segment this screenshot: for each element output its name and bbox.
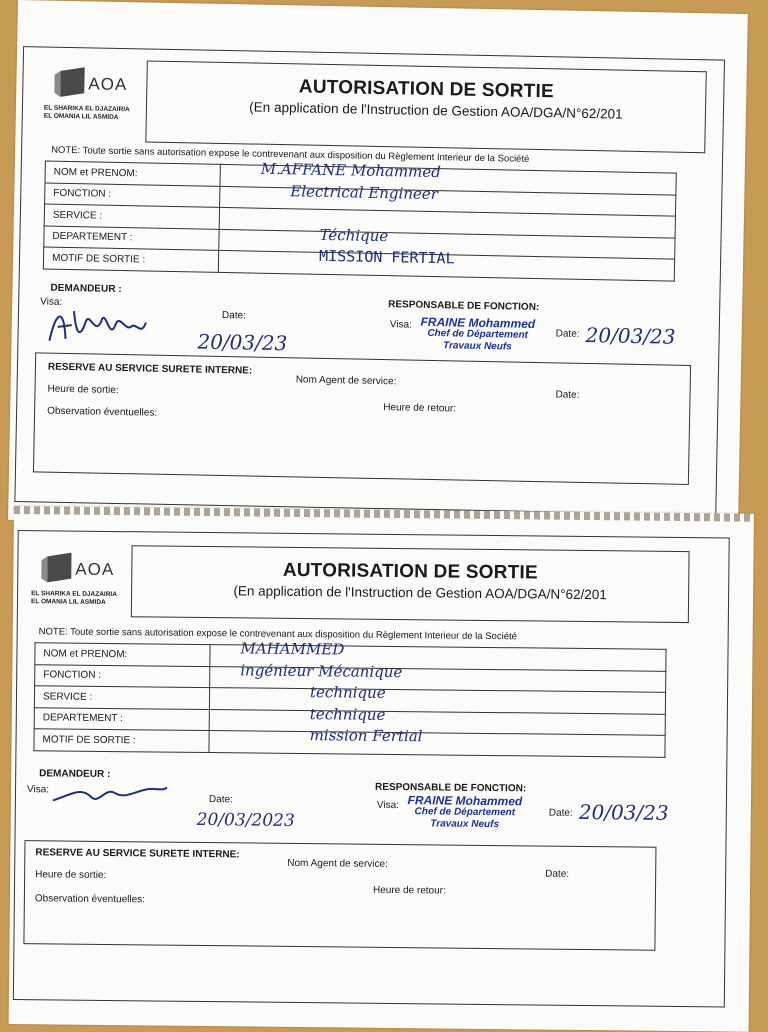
- form-subtitle: (En application de l'Instruction de Gestion AOA/DGA/N°62/201: [249, 99, 623, 122]
- logo-name: AOA: [88, 74, 128, 95]
- field-value: MAHAMMED: [240, 639, 345, 659]
- demandeur-date-label: Date:: [208, 794, 233, 806]
- title-box: [145, 60, 706, 153]
- responsable-visa-label: Visa:: [389, 319, 412, 331]
- responsable-label: RESPONSABLE DE FONCTION:: [375, 781, 527, 795]
- field-label: SERVICE :: [34, 686, 209, 709]
- demandeur-visa-label: Visa:: [26, 784, 50, 796]
- logo-subtitle: EL SHARIKA EL DJAZAIRIA EL OMANIA LIL ASMIDA: [30, 590, 117, 606]
- reserve-date-label: Date:: [555, 389, 580, 401]
- reason-field[interactable]: [209, 726, 665, 757]
- demandeur-visa-label: Visa:: [40, 296, 63, 308]
- responsable-date-label: Date:: [555, 328, 580, 340]
- field-label: NOM et PRENOM:: [35, 643, 210, 666]
- observation-label: Observation éventuelles:: [47, 405, 158, 419]
- field-label: NOM et PRENOM:: [45, 161, 220, 186]
- field-label: FONCTION :: [45, 183, 220, 208]
- form-note: NOTE: Toute sortie sans autorisation expose le contrevenant aux disposition du Règlement Interieur de la Société: [38, 626, 517, 643]
- employee-fields-table: [43, 161, 677, 282]
- demandeur-label: DEMANDEUR :: [50, 282, 122, 296]
- field-value: Téchique: [319, 225, 389, 245]
- field-value: M.AFFANE Mohammed: [260, 159, 442, 182]
- title-box: [131, 545, 690, 623]
- demandeur-date-value: 20/03/23: [197, 329, 288, 356]
- heure-retour-label: Heure de retour:: [372, 884, 446, 897]
- field-label: MOTIF DE SORTIE :: [34, 729, 209, 752]
- form-title: AUTORISATION DE SORTIE: [298, 76, 555, 103]
- responsable-label: RESPONSABLE DE FONCTION:: [388, 299, 540, 314]
- responsable-date-value: 20/03/23: [585, 322, 676, 349]
- reserve-label: RESERVE AU SERVICE SURETE INTERNE:: [47, 361, 253, 377]
- agent-label: Nom Agent de service:: [287, 857, 388, 870]
- logo-mark-icon: [41, 552, 73, 582]
- heure-sortie-label: Heure de sortie:: [47, 383, 119, 397]
- field-label: MOTIF DE SORTIE :: [43, 247, 218, 272]
- responsable-date-value: 20/03/23: [578, 799, 669, 825]
- logo-subtitle: EL SHARIKA EL DJAZAIRIA EL OMANIA LIL ASMIDA: [43, 104, 130, 121]
- employee-fields-table: [33, 639, 666, 757]
- logo-name: AOA: [75, 559, 115, 580]
- demandeur-date-value: 20/03/2023: [196, 809, 295, 831]
- field-value: Electrical Engineer: [290, 181, 439, 203]
- form-note: NOTE: Toute sortie sans autorisation expose le contrevenant aux disposition du Règlement Interieur de la Société: [51, 144, 530, 165]
- responsable-visa-label: Visa:: [376, 799, 400, 812]
- field-label: SERVICE :: [44, 204, 219, 229]
- heure-sortie-label: Heure de sortie:: [35, 869, 107, 881]
- field-value: ingénieur Mécanique: [240, 660, 403, 681]
- field-value: MISSION FERTIAL: [318, 246, 455, 268]
- demandeur-label: DEMANDEUR :: [39, 768, 111, 781]
- reserve-label: RESERVE AU SERVICE SURETE INTERNE:: [35, 847, 240, 861]
- demandeur-date-label: Date:: [221, 309, 246, 322]
- form-subtitle: (En application de l'Instruction de Gestion AOA/DGA/N°62/201: [233, 583, 607, 603]
- agent-label: Nom Agent de service:: [295, 374, 397, 388]
- demandeur-signature: [51, 780, 171, 811]
- responsable-stamp: FRAINE Mohammed Chef de Département Travaux Neufs: [407, 793, 523, 831]
- heure-retour-label: Heure de retour:: [383, 402, 457, 415]
- reserve-section-box: [33, 352, 691, 485]
- exit-authorization-form-1: [8, 0, 748, 534]
- responsable-stamp: FRAINE Mohammed Chef de Département Travaux Neufs: [420, 314, 536, 353]
- responsable-date-label: Date:: [548, 807, 573, 819]
- field-label: DEPARTEMENT :: [34, 707, 209, 730]
- form-title: AUTORISATION DE SORTIE: [282, 559, 538, 584]
- field-value: technique: [309, 704, 386, 724]
- exit-authorization-form-2: [9, 506, 754, 1032]
- field-label: FONCTION :: [35, 664, 210, 687]
- reserve-date-label: Date:: [545, 868, 570, 880]
- observation-label: Observation éventuelles:: [34, 893, 146, 906]
- reserve-section-box: [23, 840, 656, 951]
- demandeur-signature: [45, 301, 166, 353]
- field-value: technique: [309, 683, 386, 702]
- logo-mark-icon: [54, 67, 87, 98]
- field-label: DEPARTEMENT :: [44, 226, 219, 251]
- field-value: mission Fertial: [309, 726, 423, 746]
